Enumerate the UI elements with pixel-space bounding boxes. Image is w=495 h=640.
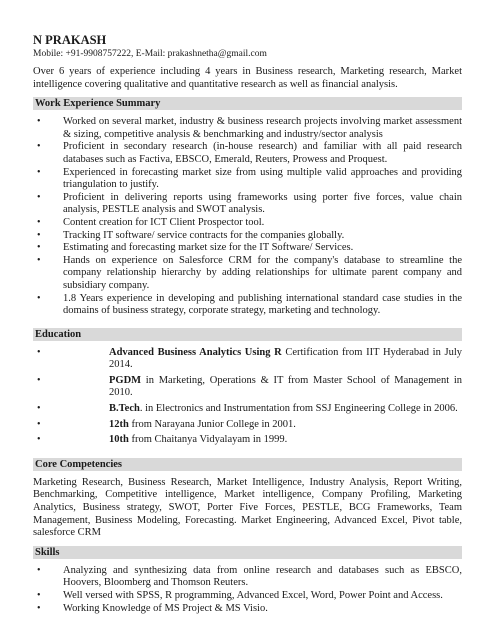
list-item bbox=[33, 192, 462, 217]
profile-summary: Over 6 years of experience including 4 years in Business research, Marketing research, Market intelligence covering qualitative and quantitative research as well as financial analysis. bbox=[33, 66, 462, 90]
bullet-icon: • bbox=[37, 229, 41, 241]
list-item bbox=[33, 347, 462, 372]
list-item bbox=[33, 242, 462, 255]
bullet-icon: • bbox=[37, 403, 41, 415]
list-item bbox=[33, 565, 462, 590]
competencies-section-heading: Core Competencies bbox=[33, 458, 462, 471]
bullet-icon: • bbox=[37, 116, 41, 128]
qualification-detail: Certification from IIT Hyderabad in July 2014. bbox=[109, 346, 462, 371]
skills-list bbox=[33, 565, 462, 615]
list-item-text: Proficient in delivering reports using frameworks using porter five forces, value chain analysis, PESTLE analysis and SWOT analysis. bbox=[63, 191, 462, 216]
bullet-icon: • bbox=[37, 418, 41, 430]
list-item bbox=[33, 590, 462, 603]
work-section-heading: Work Experience Summary bbox=[33, 97, 462, 110]
list-item-text: Content creation for ICT Client Prospector tool. bbox=[63, 216, 265, 228]
bullet-icon: • bbox=[37, 141, 41, 153]
bullet-icon: • bbox=[37, 346, 41, 358]
skills-section-heading: Skills bbox=[33, 546, 462, 559]
bullet-icon: • bbox=[37, 254, 41, 266]
qualification-name: 10th bbox=[109, 434, 129, 446]
bullet-icon: • bbox=[37, 590, 41, 601]
qualification-name: PGDM bbox=[109, 374, 142, 386]
competencies-text: Marketing Research, Business Research, Market Intelligence, Industry Analysis, Report Writing, Benchmarking, Competitive intelligence, Market intelligence, Company Profiling, Marketing Analytics, Business strategy, SWOT, Porter Five Forces, PESTLE, BCG Frameworks, Team Management, Business Modeling, Forecasting. Market Engineering, Advanced Excel, Pivot table, salesforce CRM bbox=[33, 476, 462, 539]
list-item bbox=[33, 603, 462, 616]
qualification-detail: from Chaitanya Vidyalayam in 1999. bbox=[128, 434, 288, 446]
bullet-icon: • bbox=[37, 216, 41, 228]
list-item-text: 1.8 Years experience in developing and publishing international standard case studies in the domains of business strategy, corporate strategy, marketing and technology. bbox=[63, 292, 462, 317]
education-section-heading: Education bbox=[33, 328, 462, 341]
list-item-text: Working Knowledge of MS Project & MS Visio. bbox=[63, 602, 268, 614]
list-item bbox=[33, 116, 462, 141]
qualification-detail: in Marketing, Operations & IT from Master School of Management in 2010. bbox=[109, 374, 462, 399]
qualification-name: B.Tech bbox=[109, 403, 140, 415]
qualification-name: 12th bbox=[109, 418, 129, 430]
bullet-icon: • bbox=[37, 374, 41, 386]
list-item bbox=[33, 419, 462, 432]
bullet-icon: • bbox=[37, 242, 41, 254]
qualification-detail: . in Electronics and Instrumentation from SSJ Engineering College in 2006. bbox=[139, 403, 458, 415]
list-item-text: Proficient in secondary research (in-house research) and familiar with all paid research databases such as Factiva, EBSCO, Emerald, Reuters, Prowess and Proquest. bbox=[63, 141, 462, 165]
bullet-icon: • bbox=[37, 292, 41, 304]
education-list bbox=[33, 347, 462, 447]
bullet-icon: • bbox=[37, 564, 41, 576]
work-experience-list bbox=[33, 116, 462, 318]
list-item bbox=[33, 375, 462, 400]
bullet-icon: • bbox=[37, 166, 41, 178]
resume-page bbox=[33, 33, 462, 625]
list-item bbox=[33, 293, 462, 318]
qualification-name: Advanced Business Analytics Using R bbox=[109, 346, 282, 358]
bullet-icon: • bbox=[37, 602, 41, 614]
list-item-text: Analyzing and synthesizing data from online research and databases such as EBSCO, Hoovers, Bloomberg and Thomson Reuters. bbox=[63, 564, 462, 589]
list-item-text: Estimating and forecasting market size for the IT Software/ Services. bbox=[63, 242, 354, 254]
bullet-icon: • bbox=[37, 191, 41, 203]
list-item bbox=[33, 167, 462, 192]
candidate-name: N PRAKASH bbox=[33, 33, 107, 47]
qualification-detail: from Narayana Junior College in 2001. bbox=[128, 418, 296, 430]
list-item bbox=[33, 255, 462, 293]
contact-line: Mobile: +91-9908757222, E-Mail: prakashnetha@gmail.com bbox=[33, 49, 267, 59]
list-item-text: Worked on several market, industry & business research projects involving market assessment & sizing, competitive analysis & benchmarking and industry/sector analysis bbox=[63, 116, 462, 140]
bullet-icon: • bbox=[37, 434, 41, 446]
list-item-text: Experienced in forecasting market size from using multiple valid approaches and providing triangulation to justify. bbox=[63, 166, 462, 191]
list-item-text: Tracking IT software/ service contracts for the companies globally. bbox=[63, 229, 345, 241]
list-item-text: Well versed with SPSS, R programming, Advanced Excel, Word, Power Point and Access. bbox=[63, 590, 443, 601]
list-item bbox=[33, 217, 462, 230]
list-item bbox=[33, 141, 462, 166]
list-item bbox=[33, 403, 462, 416]
list-item bbox=[33, 434, 462, 447]
list-item bbox=[33, 230, 462, 243]
list-item-text: Hands on experience on Salesforce CRM for the company's database to streamline the company relationship hierarchy by adding relationships for ultimate parent company and subsidiary company. bbox=[63, 254, 462, 291]
